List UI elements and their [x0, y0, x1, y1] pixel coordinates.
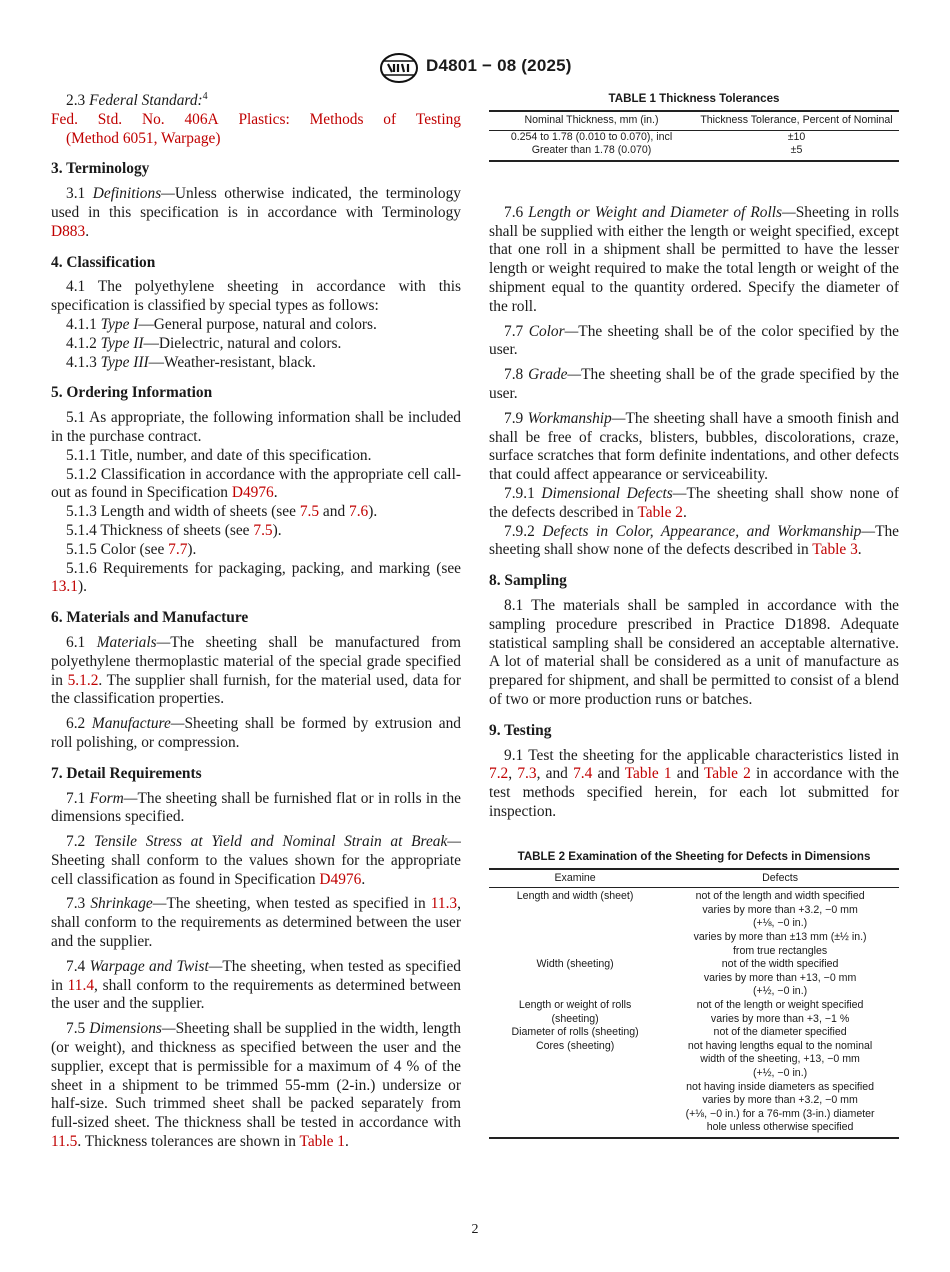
table-cell: varies by more than ±13 mm (±½ in.)	[693, 931, 867, 944]
ref-link[interactable]: 11.5	[51, 1133, 78, 1151]
table-cell: not of the length or weight specified	[696, 999, 864, 1012]
table-1-title: TABLE 1 Thickness Tolerances	[608, 92, 780, 105]
table-cell	[489, 945, 661, 959]
ref-link[interactable]: D4976	[231, 484, 274, 502]
table-cell: Greater than 1.78 (0.070)	[531, 144, 652, 157]
table-row	[489, 945, 899, 959]
right-column	[489, 92, 899, 1139]
para-3-1: 3.1 Definitions—Unless otherwise indicated, the terminology used in this specification is in accordance with Terminology D883.	[51, 185, 461, 240]
table-cell	[489, 1081, 661, 1095]
ref-link[interactable]: Table 3	[812, 541, 858, 559]
para-5-1-2: 5.1.2 Classification in accordance with the appropriate cell call-out as found in Specification D4976.	[51, 465, 461, 502]
ref-link[interactable]: 7.2	[489, 765, 509, 783]
table-cell	[489, 917, 661, 931]
para-7-9-2: 7.9.2 Defects in Color, Appearance, and Workmanship—The sheeting shall show none of the defects described in Table 3.	[489, 522, 899, 559]
table-row	[489, 888, 899, 904]
table-cell	[489, 1121, 661, 1138]
astm-logo-icon	[378, 52, 420, 84]
table-row	[489, 1067, 899, 1081]
para-6-1: 6.1 Materials—The sheeting shall be manufactured from polyethylene thermoplastic material of the special grade specified in 5.1.2. The supplier shall furnish, for the material used, data for the classification properties.	[51, 633, 461, 708]
ref-link[interactable]: 5.1.2	[67, 671, 99, 689]
heading-ordering: 5. Ordering Information	[51, 384, 213, 402]
para-5-1-6: 5.1.6 Requirements for packaging, packing, and marking (see 13.1).	[51, 559, 461, 596]
table-row	[489, 1081, 899, 1095]
para-7-6: 7.6 Length or Weight and Diameter of Rolls—Sheeting in rolls shall be supplied with either the length or weight specified, except that one roll in a shipment shall be permitted to have the lesser length or weight required to make the total length or weight of the shipment equal to the quantity ordered. Specify the diameter of the roll.	[489, 203, 899, 315]
fed-link-2[interactable]: Std.	[97, 110, 123, 128]
table-cell	[489, 972, 661, 986]
fed-link-3[interactable]: No.	[141, 110, 165, 128]
table-1-header-thickness: Nominal Thickness, mm (in.)	[524, 114, 659, 126]
ref-link[interactable]: 7.5	[253, 521, 273, 539]
table-1-header-tolerance: Thickness Tolerance, Percent of Nominal	[700, 114, 893, 126]
ref-link[interactable]: 11.4	[67, 976, 95, 994]
para-4-1-2: 4.1.2 Type II—Dielectric, natural and colors.	[66, 334, 342, 352]
table-cell: not having inside diameters as specified	[686, 1080, 875, 1093]
table-cell: ±10	[787, 130, 806, 143]
table-cell	[489, 985, 661, 999]
table-row	[489, 904, 899, 918]
federal-standard-line	[51, 111, 461, 130]
ref-link[interactable]: D883	[51, 222, 86, 240]
para-7-1: 7.1 Form—The sheeting shall be furnished flat or in rolls in the dimensions specified.	[51, 789, 461, 826]
heading-classification: 4. Classification	[51, 253, 156, 271]
ref-link[interactable]: 7.7	[168, 540, 188, 558]
table-cell: (sheeting)	[551, 1012, 599, 1025]
table-cell: varies by more than +3, −1 %	[710, 1012, 850, 1025]
table-cell: not of the diameter specified	[713, 1026, 847, 1039]
para-7-2: 7.2 Tensile Stress at Yield and Nominal Strain at Break—Sheeting shall conform to the values shown for the appropriate cell classification as found in Specification D4976.	[51, 833, 461, 888]
table-row	[489, 958, 899, 972]
para-5-1-1: 5.1.1 Title, number, and date of this specification.	[66, 446, 372, 464]
table-2-title: TABLE 2 Examination of the Sheeting for Defects in Dimensions	[517, 849, 871, 863]
table-1	[489, 110, 899, 162]
page-number: 2	[471, 1222, 479, 1237]
ref-link[interactable]: 11.3	[430, 895, 458, 913]
heading-terminology: 3. Terminology	[51, 160, 150, 178]
table-cell	[489, 904, 661, 918]
para-7-4: 7.4 Warpage and Twist—The sheeting, when tested as specified in 11.4, shall conform to the requirements as determined between the user and the supplier.	[51, 957, 461, 1013]
table-cell: varies by more than +3.2, −0 mm	[702, 903, 858, 916]
table-cell: (+⅛, −0 in.) for a 76-mm (3-in.) diameter	[685, 1107, 875, 1120]
fed-link-6[interactable]: Methods	[309, 110, 364, 128]
table-2-header-examine: Examine	[554, 871, 596, 884]
fed-link-5[interactable]: Plastics:	[238, 110, 290, 128]
table-cell: (+½, −0 in.)	[753, 1067, 808, 1079]
table-cell: 0.254 to 1.78 (0.010 to 0.070), incl	[510, 130, 673, 143]
ref-link[interactable]: Table 2	[637, 503, 683, 521]
fed-link-7[interactable]: of	[383, 110, 397, 128]
para-7-3: 7.3 Shrinkage—The sheeting, when tested as specified in 11.3, shall conform to the requirements as determined between the user and the supplier.	[51, 895, 461, 951]
table-cell: Diameter of rolls (sheeting)	[511, 1026, 639, 1039]
table-row	[489, 999, 899, 1013]
table-cell: Length and width (sheet)	[516, 890, 634, 903]
ref-link[interactable]: 7.5	[299, 503, 320, 521]
para-4-1: 4.1 The polyethylene sheeting in accordance with this specification is classified by special types as follows:	[51, 278, 461, 315]
heading-materials: 6. Materials and Manufacture	[51, 609, 249, 627]
ref-link[interactable]: 7.4	[573, 765, 593, 783]
table-cell: not having lengths equal to the nominal	[687, 1039, 873, 1052]
table-cell: ±5	[790, 144, 803, 157]
fed-method[interactable]: (Method 6051, Warpage)	[66, 129, 221, 147]
left-column	[51, 92, 461, 1152]
ref-link[interactable]: 7.3	[517, 765, 537, 783]
table-row	[489, 1108, 899, 1122]
para-5-1-5: 5.1.5 Color (see 7.7).	[66, 540, 197, 558]
table-cell: varies by more than +13, −0 mm	[703, 971, 857, 984]
table-row	[489, 1094, 899, 1108]
ref-link[interactable]: D4976	[319, 870, 362, 888]
table-row	[489, 1053, 899, 1067]
table-cell: Length or weight of rolls	[518, 999, 632, 1012]
table-cell: width of the sheeting, +13, −0 mm	[700, 1053, 860, 1066]
table-cell: (+⅛, −0 in.)	[753, 917, 808, 930]
para-6-2: 6.2 Manufacture—Sheeting shall be formed by extrusion and roll polishing, or compression.	[51, 715, 461, 751]
table-row	[489, 130, 899, 144]
ref-link[interactable]: 7.6	[349, 503, 369, 521]
para-7-7: 7.7 Color—The sheeting shall be of the color specified by the user.	[489, 322, 899, 359]
table-cell	[489, 1108, 661, 1122]
para-5-1-3: 5.1.3 Length and width of sheets (see 7.5 and 7.6).	[66, 503, 378, 521]
para-9-1: 9.1 Test the sheeting for the applicable characteristics listed in 7.2, 7.3, and 7.4 and Table 1 and Table 2 in accordance with the test methods specified herein, for each lot submitted for inspection.	[489, 746, 899, 820]
fed-link-8[interactable]: Testing	[415, 110, 461, 128]
table-cell	[489, 931, 661, 945]
ref-link[interactable]: Table 1	[299, 1133, 346, 1151]
table-row	[489, 1026, 899, 1040]
table-2-header-defects: Defects	[762, 871, 799, 884]
table-row	[489, 1013, 899, 1027]
table-cell	[489, 1067, 661, 1081]
heading-sampling: 8. Sampling	[489, 572, 567, 590]
heading-detail-requirements: 7. Detail Requirements	[51, 764, 202, 782]
heading-testing: 9. Testing	[489, 721, 552, 739]
table-cell: (+½, −0 in.)	[753, 985, 808, 998]
table-row	[489, 985, 899, 999]
table-row	[489, 931, 899, 945]
table-2	[489, 868, 899, 1139]
fed-link-4[interactable]: 406A	[184, 110, 219, 128]
para-8-1: 8.1 The materials shall be sampled in accordance with the sampling procedure prescribed in Practice D1898. Adequate statistical sampling shall be considered an acceptable alternative. A lot of material shall be considered as a unit of manufacture as prepared for shipment, and shall be permitted to consist of a blend of two or more production runs or batches.	[489, 596, 899, 708]
para-5-1-4: 5.1.4 Thickness of sheets (see 7.5).	[66, 521, 282, 539]
para-7-9-1: 7.9.1 Dimensional Defects—The sheeting shall show none of the defects described in Table 2.	[489, 484, 899, 521]
table-row	[489, 1121, 899, 1138]
table-cell: varies by more than +3.2, −0 mm	[702, 1094, 858, 1107]
page-header	[0, 52, 950, 86]
ref-link[interactable]: Table 2	[703, 765, 751, 783]
para-5-1: 5.1 As appropriate, the following information shall be included in the purchase contract.	[51, 409, 461, 445]
table-row	[489, 144, 899, 161]
table-cell: Cores (sheeting)	[535, 1039, 615, 1052]
para-7-5: 7.5 Dimensions—Sheeting shall be supplied in the width, length (or weight), and thickness as specified between the user and the supplier, except that is permissible for a maximum of 4 % of the sheet in a shipment to be trimmed 55-mm (2-in.) undersize or half-size. Such trimmed sheet shall be packed separately from full-sized sheet. The thickness shall be tested in accordance with 11.5. Thickness tolerances are shown in Table 1.	[51, 1020, 461, 1151]
ref-link[interactable]: Table 1	[624, 765, 672, 783]
section-2-3: 2.3 Federal Standard:$^4$	[66, 90, 208, 109]
para-4-1-3: 4.1.3 Type III—Weather-resistant, black.	[66, 353, 316, 371]
table-cell: from true rectangles	[732, 944, 828, 957]
table-row	[489, 1040, 899, 1054]
table-cell: not of the length and width specified	[695, 890, 865, 903]
ref-link[interactable]: 13.1	[51, 578, 78, 596]
table-cell: Width (sheeting)	[536, 958, 614, 971]
para-7-8: 7.8 Grade—The sheeting shall be of the grade specified by the user.	[489, 366, 899, 402]
fed-link[interactable]: Fed.	[51, 110, 78, 128]
para-4-1-1: 4.1.1 Type I—General purpose, natural and colors.	[66, 315, 377, 333]
table-cell	[489, 1053, 661, 1067]
para-7-9: 7.9 Workmanship—The sheeting shall have a smooth finish and shall be free of cracks, blisters, bubbles, discolorations, craze, surface scratches that form definite indentations, and other defects that could affect appearance or serviceability.	[489, 409, 899, 484]
table-cell: hole unless otherwise specified	[706, 1121, 854, 1134]
table-cell: not of the width specified	[721, 958, 839, 971]
table-row	[489, 972, 899, 986]
table-cell	[489, 1094, 661, 1108]
document-id: D4801 − 08 (2025)	[426, 56, 572, 75]
table-row	[489, 917, 899, 931]
